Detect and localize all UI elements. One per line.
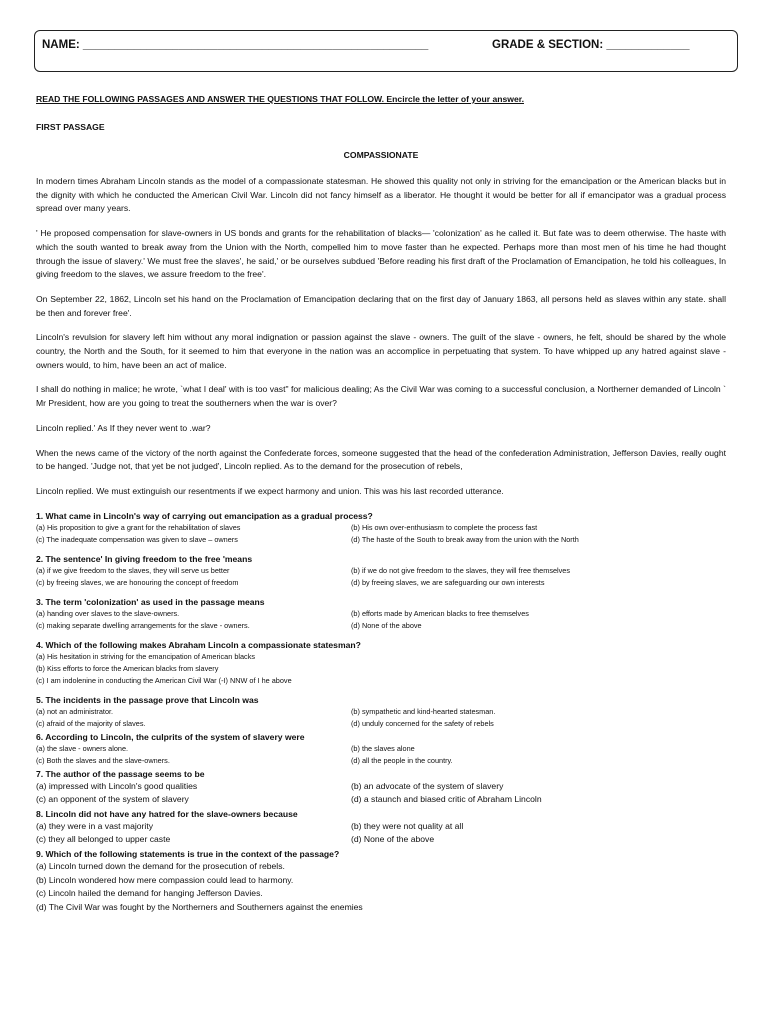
answer-options [36, 820, 726, 847]
question-stem: 4. Which of the following makes Abraham Lincoln a compassionate statesman? [36, 639, 361, 650]
answer-option-b[interactable]: (b) His own over-enthusiasm to complete the process fast [351, 522, 538, 532]
question-5 [36, 694, 726, 730]
answer-option-c[interactable]: (c) making separate dwelling arrangements for the slave - owners. [36, 620, 250, 630]
answer-options [36, 565, 726, 589]
answer-option-a[interactable]: (a) handing over slaves to the slave-owners. [36, 608, 180, 618]
answer-option-c[interactable]: (c) Both the slaves and the slave-owners. [36, 755, 170, 765]
question-1 [36, 510, 726, 546]
question-4 [36, 639, 726, 687]
paragraph: ' He proposed compensation for slave-owners in US bonds and grants for the rehabilitation of blacks— 'colonization' as he called it. But fate was to deem otherwise. The haste with which the south wanted to break away from the Union with the North, compelled him to move faster than he expected. Perhaps more than most men of his time he had thought through the issue of slavery.' We must free the slaves', he said,' or be ourselves subdued 'Before reading his first draft of the Proclamation of Emancipation, he told his colleagues, In giving freedom to the slaves, we assure freedom to the free'. [36, 228, 726, 280]
answer-option-a[interactable]: (a) they were in a vast majority [36, 820, 154, 831]
question-2 [36, 553, 726, 589]
paragraph: In modern times Abraham Lincoln stands as the model of a compassionate statesman. He showed this quality not only in striving for the emancipation or the American blacks but in the dignity with which he conducted the American Civil War. Lincoln did not fancy himself as a liberator. He thought it would be better for all if emancipator was a gradual process spread over many years. [36, 176, 726, 214]
answer-option-b[interactable]: (b) efforts made by American blacks to free themselves [351, 608, 529, 618]
answer-option-c[interactable]: (c) afraid of the majority of slaves. [36, 718, 146, 728]
answer-option-b[interactable]: (b) sympathetic and kind-hearted statesman. [351, 706, 496, 716]
answer-option-c[interactable]: (c) Lincoln hailed the demand for hanging Jefferson Davies. [36, 888, 263, 899]
grade-section-field-label: GRADE & SECTION: _____________ [492, 39, 690, 51]
question-stem: 2. The sentence' In giving freedom to the free 'means [36, 553, 253, 564]
answer-option-a[interactable]: (a) if we give freedom to the slaves, they will serve us better [36, 565, 230, 575]
answer-option-d[interactable]: (d) The haste of the South to break away from the union with the North [351, 534, 579, 544]
answer-option-a[interactable]: (a) not an administrator. [36, 706, 114, 716]
answer-option-c[interactable]: (c) by freeing slaves, we are honouring the concept of freedom [36, 577, 239, 587]
question-stem: 3. The term 'colonization' as used in the passage means [36, 596, 265, 607]
answer-option-b[interactable]: (b) Lincoln wondered how mere compassion could lead to harmony. [36, 874, 294, 885]
paragraph: Lincoln replied. We must extinguish our resentments if we expect harmony and union. This was his last recorded utterance. [36, 485, 504, 496]
question-stem: 6. According to Lincoln, the culprits of the system of slavery were [36, 731, 305, 742]
name-field-label: NAME: ______________________________________________________ [42, 39, 429, 51]
answer-options [36, 651, 726, 687]
answer-option-d[interactable]: (d) a staunch and biased critic of Abraham Lincoln [351, 794, 542, 805]
question-stem: 8. Lincoln did not have any hatred for the slave-owners because [36, 808, 298, 819]
answer-options [36, 706, 726, 730]
paragraph: Lincoln's revulsion for slavery left him without any moral indignation or passion against the slave - owners. The guilt of the slave - owners, he felt, should be shared by the whole country, the North and the South, for it seemed to him that everyone in the nation was an accomplice in perpetuating that system. To have whipped up any hatred against slave - owners would, to him, have been an act of malice. [36, 332, 726, 370]
answer-option-d[interactable]: (d) The Civil War was fought by the Northerners and Southerners against the enemies [36, 901, 363, 912]
answer-option-b[interactable]: (b) they were not quality at all [351, 820, 464, 831]
answer-option-a[interactable]: (a) impressed with Lincoln's good qualities [36, 780, 198, 791]
answer-option-c[interactable]: (c) an opponent of the system of slavery [36, 794, 189, 805]
answer-option-a[interactable]: (a) Lincoln turned down the demand for the prosecution of rebels. [36, 861, 285, 872]
paragraph: I shall do nothing in malice; he wrote, `what I deal' with is too vast" for malicious dealing; As the Civil War was coming to a successful conclusion, a Northerner demanded of Lincoln ` Mr President, how are you going to treat the southerners when the war is over? [36, 384, 726, 409]
paragraph: When the news came of the victory of the north against the Confederate forces, someone suggested that the head of the confederation Administration, Jefferson Davies, really ought to be hanged. 'Judge not, that yet be not judged', Lincoln replied. As to the demand for the prosecution of rebels, [36, 447, 726, 472]
answer-option-b[interactable]: (b) the slaves alone [351, 743, 415, 753]
answer-options [36, 780, 726, 807]
question-stem: 9. Which of the following statements is true in the context of the passage? [36, 849, 340, 860]
paragraph: On September 22, 1862, Lincoln set his hand on the Proclamation of Emancipation declaring that on the first day of January 1863, all persons held as slaves within any state. shall be then and forever free'. [36, 293, 726, 318]
answer-option-c[interactable]: (c) they all belonged to upper caste [36, 834, 171, 845]
answer-option-b[interactable]: (b) if we do not give freedom to the slaves, they will free themselves [351, 565, 571, 575]
answer-options [36, 860, 726, 914]
answer-option-c[interactable]: (c) I am indolenine in conducting the American Civil War (-I) NNW of I he above [36, 675, 292, 685]
question-3 [36, 596, 726, 632]
answer-option-c[interactable]: (c) The inadequate compensation was given to slave – owners [36, 534, 238, 544]
answer-options [36, 522, 726, 546]
instructions: READ THE FOLLOWING PASSAGES AND ANSWER THE QUESTIONS THAT FOLLOW. Encircle the letter of your answer. [36, 94, 524, 104]
passage-title: COMPASSIONATE [343, 150, 419, 160]
worksheet-content [36, 94, 726, 914]
answer-options [36, 608, 726, 632]
student-info-box [34, 30, 738, 72]
answer-options [36, 743, 726, 767]
question-6 [36, 731, 726, 767]
answer-option-d[interactable]: (d) None of the above [351, 834, 435, 845]
answer-option-b[interactable]: (b) an advocate of the system of slavery [351, 780, 504, 791]
answer-option-a[interactable]: (a) the slave - owners alone. [36, 743, 129, 753]
question-stem: 5. The incidents in the passage prove that Lincoln was [36, 694, 259, 705]
paragraph: Lincoln replied.' As If they never went to .war? [36, 422, 211, 433]
passage-label: FIRST PASSAGE [36, 122, 105, 132]
question-9 [36, 848, 726, 914]
answer-option-a[interactable]: (a) His proposition to give a grant for the rehabilitation of slaves [36, 522, 241, 532]
answer-option-d[interactable]: (d) by freeing slaves, we are safeguarding our own interests [351, 577, 545, 587]
answer-option-d[interactable]: (d) all the people in the country. [351, 755, 453, 765]
passage [36, 175, 726, 499]
question-stem: 7. The author of the passage seems to be [36, 768, 205, 779]
answer-option-d[interactable]: (d) None of the above [351, 620, 422, 630]
question-8 [36, 808, 726, 847]
answer-option-a[interactable]: (a) His hesitation in striving for the emancipation of American blacks [36, 651, 256, 661]
answer-option-d[interactable]: (d) unduly concerned for the safety of rebels [351, 718, 494, 728]
question-7 [36, 768, 726, 807]
questions [36, 510, 726, 915]
answer-option-b[interactable]: (b) Kiss efforts to force the American blacks from slavery [36, 663, 219, 673]
question-stem: 1. What came in Lincoln's way of carrying out emancipation as a gradual process? [36, 510, 373, 521]
